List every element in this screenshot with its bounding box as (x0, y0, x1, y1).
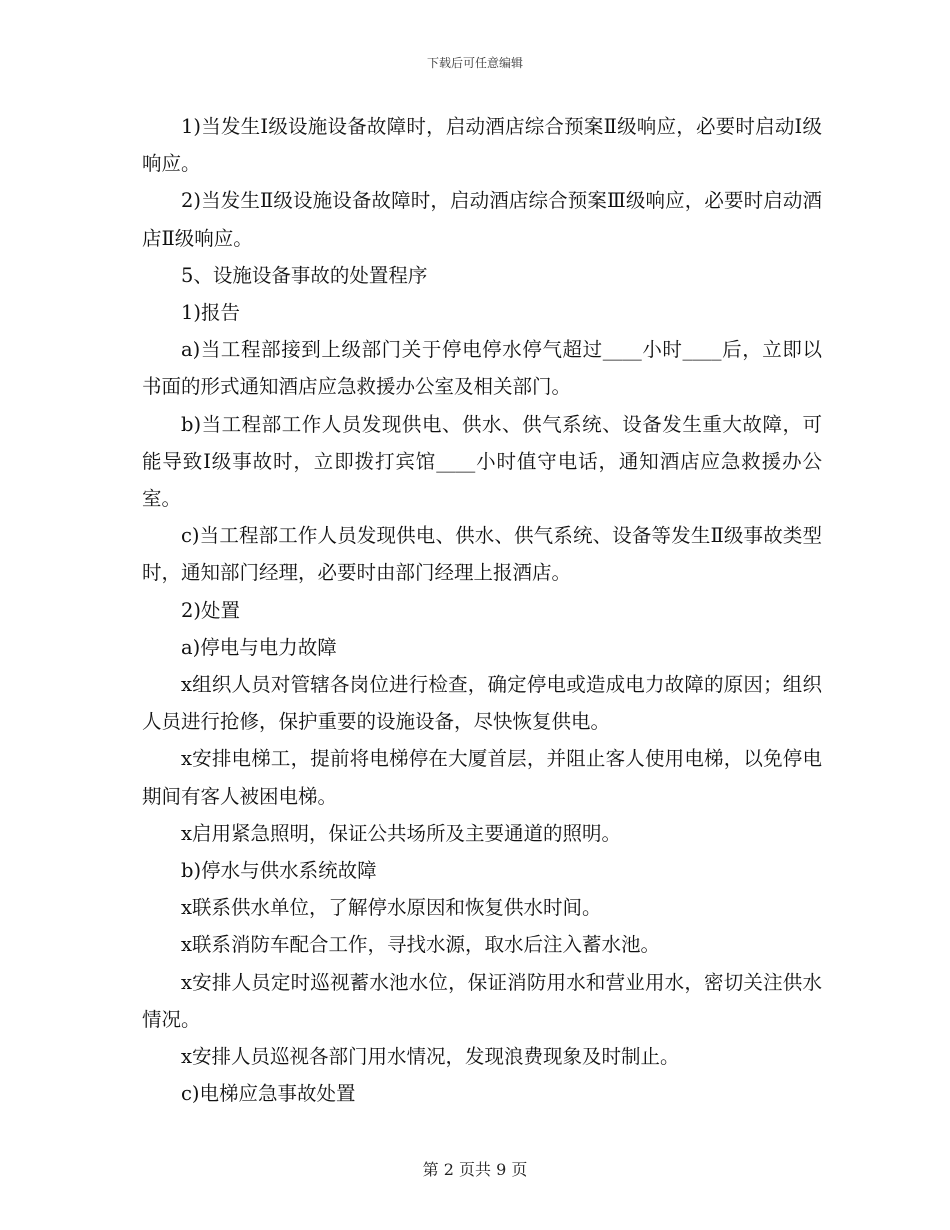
subheading-elevator-emergency: c)电梯应急事故处置 (181, 1082, 356, 1106)
paragraph-water-firetruck: x联系消防车配合工作，寻找水源，取水后注入蓄水池。 (181, 933, 660, 957)
page-header-note: 下载后可任意编辑 (426, 56, 523, 70)
page-number-indicator: 第 2 页共 9 页 (422, 1160, 528, 1179)
subheading-report: 1)报告 (181, 301, 241, 325)
paragraph-report-a: a)当工程部接到上级部门关于停电停水停气超过____小时____后，立即以书面的形式通知酒店应急救援办公室及相关部门。 (142, 338, 822, 399)
paragraph-report-b: b)当工程部工作人员发现供电、供水、供气系统、设备发生重大故障，可能导致Ⅰ级事故时，立即拨打宾馆____小时值守电话，通知酒店应急救援办公室。 (142, 412, 822, 511)
paragraph-power-elevator: x安排电梯工，提前将电梯停在大厦首层，并阻止客人使用电梯，以免停电期间有客人被困电梯。 (142, 747, 822, 808)
section-heading-procedure: 5、设施设备事故的处置程序 (181, 263, 428, 287)
document-body (142, 108, 822, 1112)
paragraph-water-contact: x联系供水单位，了解停水原因和恢复供水时间。 (181, 896, 602, 920)
paragraph-water-usage: x安排人员巡视各部门用水情况，发现浪费现象及时制止。 (181, 1045, 680, 1069)
subheading-power-failure: a)停电与电力故障 (181, 635, 337, 659)
paragraph-power-inspect: x组织人员对管辖各岗位进行检查，确定停电或造成电力故障的原因；组织人员进行抢修，保护重要的设施设备，尽快恢复供电。 (142, 673, 822, 734)
paragraph-level1-response: 1)当发生Ⅰ级设施设备故障时，启动酒店综合预案Ⅱ级响应，必要时启动Ⅰ级响应。 (142, 115, 822, 176)
subheading-handling: 2)处置 (181, 598, 241, 622)
paragraph-water-patrol: x安排人员定时巡视蓄水池水位，保证消防用水和营业用水，密切关注供水情况。 (142, 970, 822, 1031)
paragraph-level2-response: 2)当发生Ⅱ级设施设备故障时，启动酒店综合预案Ⅲ级响应，必要时启动酒店Ⅱ级响应。 (142, 189, 822, 250)
paragraph-power-lighting: x启用紧急照明，保证公共场所及主要通道的照明。 (181, 821, 621, 845)
paragraph-report-c: c)当工程部工作人员发现供电、供水、供气系统、设备等发生Ⅱ级事故类型时，通知部门经理，必要时由部门经理上报酒店。 (142, 524, 822, 585)
subheading-water-failure: b)停水与供水系统故障 (181, 859, 377, 883)
